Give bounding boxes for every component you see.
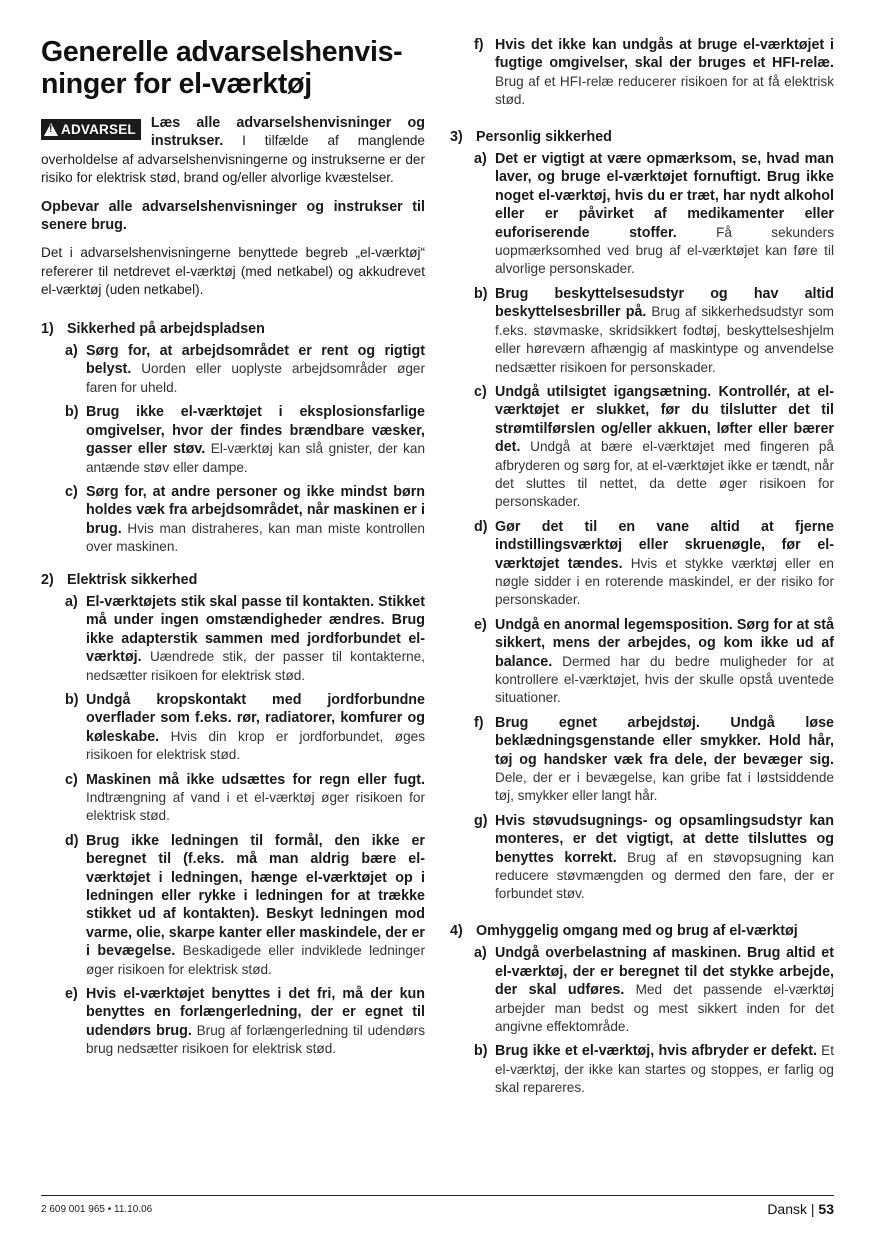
item-letter: a) [65,343,78,360]
list-item [474,150,834,279]
item-bold-text: Sørg for, at arbejdsområdet er rent og rigtigt belyst. [86,343,425,378]
item-letter: d) [65,832,79,849]
item-bold-text: Undgå utilsigtet igangsætning. Kontrollér, at el-værktøjet er slukket, før du tilslutter det til strømtilførslen og/eller akkuen, løfter eller bærer det. [495,383,834,456]
list-item [65,985,425,1059]
item-letter: c) [474,383,487,400]
item-letter: d) [474,518,488,535]
section-heading [41,320,425,338]
item-text: Beskadigede eller indviklede ledninger øger risikoen for elektrisk stød. [86,943,426,977]
warning-badge [41,119,141,140]
section-number: 2) [41,571,54,588]
warning-bold-text: Læs alle advarselshenvisninger og instrukser. [150,115,425,150]
list-item [65,483,425,557]
list-item [474,518,834,610]
item-body [495,518,834,610]
section-title: Omhyggelig omgang med og brug af el-værktøj [476,922,798,939]
item-bold-text: Hvis støvudsugnings- og opsamlingsudstyr kan monteres, er det vigtigt, at dette tilsluttes og benyttes korrekt. [495,812,834,866]
item-bold-text: Brug egnet arbejdstøj. Undgå løse beklædningsgenstande eller smykker. Hold hår, tøj og handsker væk fra dele, der bevæger sig. [495,714,834,768]
item-body [86,691,425,765]
right-sections [450,36,834,1098]
list-item [65,691,425,765]
item-text: Dermed har du bedre muligheder for at kontrollere el-værktøjet, hvis der skulle opstå uventede situationer. [495,653,834,706]
list-item [474,285,834,377]
item-letter: b) [65,691,79,708]
item-bold-text: Undgå en anormal legemsposition. Sørg for at stå sikkert, mens der arbejdes, og kom ikke ud af balance. [495,616,834,670]
item-text: Brug af forlængerledning til udendørs brug nedsætter risikoen for elektrisk stød. [86,1022,426,1057]
item-letter: c) [65,483,78,500]
item-body [86,403,425,477]
item-bold-text: Sørg for, at andre personer og ikke mindst børn holdes væk fra arbejdsområdet, når maskinen er i brug. [86,483,425,537]
item-body [86,771,425,826]
item-text: Hvis man distraheres, kan man miste kontrollen over maskinen. [86,520,425,555]
item-letter: a) [65,593,78,610]
section-number: 3) [450,128,463,145]
section-title: Sikkerhed på arbejdspladsen [67,320,265,337]
item-text: El-værktøj kan slå gnister, der kan antænde støv eller dampe. [86,441,425,475]
item-text: Hvis din krop er jordforbundet, øges risikoen for elektrisk stød. [86,728,425,763]
left-sections [41,320,425,1059]
item-bold-text: Gør det til en vane altid at fjerne indstillingsværktøj eller skruenøgle, før el-værktøjet tændes. [495,518,834,572]
section-3 [450,36,834,110]
warning-text: I tilfælde af manglende overholdelse af advarselshenvisningerne og instrukserne er der risiko for elektrisk stød, brand og/eller alvorlige kvæstelser. [41,133,425,186]
item-text: Uorden eller uoplyste arbejdsområder øger faren for uheld. [86,361,425,395]
item-bold-text: Brug beskyttelsesudstyr og hav altid beskyttelsesbriller på. [495,285,834,321]
item-letter: e) [474,616,487,633]
list-item [65,403,425,477]
list-item [65,593,425,685]
section-number: 4) [450,922,463,939]
item-letter: b) [474,285,488,302]
item-bold-text: Det er vigtigt at være opmærksom, se, hvad man laver, og bruge el-værktøjet fornuftigt. Brug ikke noget el-værktøj, hvis du er træt, har nydt alkohol eller er påvirket af medikamenter eller euforiserende stoffer. [495,151,834,241]
keep-note [41,198,425,235]
page-footer [41,1195,834,1217]
list-item [65,771,425,826]
item-letter: b) [65,404,79,421]
item-body [86,483,425,557]
item-text: Dele, der er i bevægelse, kan gribe fat i løstsiddende tøj, smykker eller langt hår. [495,770,834,804]
item-body [495,714,834,806]
item-text: Et el-værktøj, der ikke kan startes og stoppes, er farlig og skal repareres. [495,1043,834,1096]
definition-text: Det i advarselshenvisningerne benyttede begreb „el-værktøj“ refererer til netdrevet el-værktøj (med netkabel) og akkudrevet el-værktøj (uden netkabel). [41,245,425,298]
list-item [474,1042,834,1097]
item-bold-text: Brug ikke et el-værktøj, hvis afbryder er defekt. [495,1043,817,1060]
item-body [86,832,425,979]
item-letter: b) [474,1043,488,1060]
item-bold-text: Brug ikke ledningen til formål, den ikke er beregnet til (f.eks. må man aldrig bære el-værktøjet i ledningen, hænge el-værktøjet op i ledningen eller rykke i ledningen for at trække stikket ud af kontakten). Beskyt ledningen mod varme, olie, skarpe kanter eller maskindele, der er i bevægelse. [86,832,425,960]
right-column [450,36,834,1104]
keep-note-text: Opbevar alle advarselshenvisninger og instrukser til senere brug. [41,198,425,234]
item-letter: a) [474,151,487,168]
section-heading [450,128,834,146]
item-text: Uændrede stik, der passer til kontakterne, nedsætter risikoen for elektrisk stød. [86,649,425,683]
item-body [495,285,834,377]
warning-block [41,114,425,188]
left-column [41,36,425,1065]
item-body [495,1042,834,1097]
definition-paragraph [41,244,425,299]
item-text: Indtrængning af vand i et el-værktøj øger risikoen for elektrisk stød. [86,790,425,824]
list-item [474,944,834,1036]
item-text: Hvis et stykke værktøj eller en nøgle sidder i en roterende maskindel, er der risiko for personskader. [495,555,834,608]
item-body [495,36,834,110]
section-1 [41,320,425,557]
section-5 [450,922,834,1098]
item-bold-text: Hvis el-værktøjet benyttes i det fri, må der kun benyttes en forlængerledning, der er egnet til udendørs brug. [86,986,425,1039]
section-4 [450,128,834,904]
item-bold-text: Undgå overbelastning af maskinen. Brug altid et el-værktøj, der er beregnet til det stykke arbejde, der skal udføres. [495,945,834,999]
item-text: Få sekunders uopmærksomhed ved brug af el-værktøjet kan føre til alvorlige personskader. [495,224,835,277]
footer-doc-number: 2 609 001 965 • 11.10.06 [41,1204,153,1215]
item-bold-text: Maskinen må ikke udsættes for regn eller fugt. [86,771,425,788]
footer-page-number: 53 [818,1201,834,1217]
list-item [474,616,834,708]
item-letter: f) [474,714,484,731]
item-text: Brug af en støvopsugning kan reducere støvmængden og dermed den fare, der er forbundet støv. [495,849,834,902]
item-letter: g) [474,812,488,829]
item-letter: e) [65,986,78,1003]
item-body [86,593,425,685]
list-item [65,832,425,979]
item-bold-text: Hvis det ikke kan undgås at bruge el-værktøjet i fugtige omgivelser, skal der bruges et HFI-relæ. [495,37,834,72]
list-item [65,342,425,397]
section-number: 1) [41,320,54,337]
item-letter: a) [474,945,487,962]
section-title: Elektrisk sikkerhed [67,571,198,588]
footer-separator: | [810,1201,815,1217]
footer-language: Dansk [767,1201,807,1217]
item-body [495,383,834,512]
item-bold-text: El-værktøjets stik skal passe til kontakten. Stikket må under ingen omstændigheder ændres. Brug ikke adapterstik sammen med jordforbundet el-værktøj. [86,593,425,666]
item-text: Med det passende el-værktøj arbejder man bedst og mest sikkert inden for det angivne effektområde. [495,982,834,1034]
item-body [495,616,834,708]
item-letter: c) [65,771,78,788]
list-item [474,383,834,512]
item-bold-text: Brug ikke el-værktøjet i eksplosionsfarlige omgivelser, hvor der findes brændbare væsker, gasser eller støv. [86,404,425,458]
section-heading [450,922,834,940]
section-title: Personlig sikkerhed [476,128,612,145]
item-text: Undgå at bære el-værktøjet med fingeren på afbryderen og sørg for, at el-værktøjet ikke er tændt, når det sluttes til nettet, da dette øger risikoen for personskader. [495,439,834,510]
item-body [495,150,834,279]
item-body [495,944,834,1036]
item-body [495,812,834,904]
page-title [41,36,425,100]
warning-triangle-icon [44,123,58,136]
warning-badge-label: ADVARSEL [61,122,136,137]
item-letter: f) [474,37,484,53]
list-item [474,812,834,904]
item-body [86,342,425,397]
list-item [474,714,834,806]
section-heading [41,571,425,589]
section-2 [41,571,425,1059]
page-title-text: Generelle advarselshenvis-ninger for el-værktøj [41,36,403,100]
list-item [474,36,834,110]
item-text: Brug af sikkerhedsudstyr som f.eks. støvmaske, skridsikkert fodtøj, beskyttelseshjelm eller høreværn afhængig af maskintype og anvendelse nedsætter risikoen for personskader. [495,304,834,375]
footer-page-info [767,1201,834,1217]
item-bold-text: Undgå kropskontakt med jordforbundne overflader som f.eks. rør, radiatorer, komfurer og køleskabe. [86,691,425,745]
item-body [86,985,425,1059]
item-text: Brug af et HFI-relæ reducerer risikoen for at få elektrisk stød. [495,73,834,108]
